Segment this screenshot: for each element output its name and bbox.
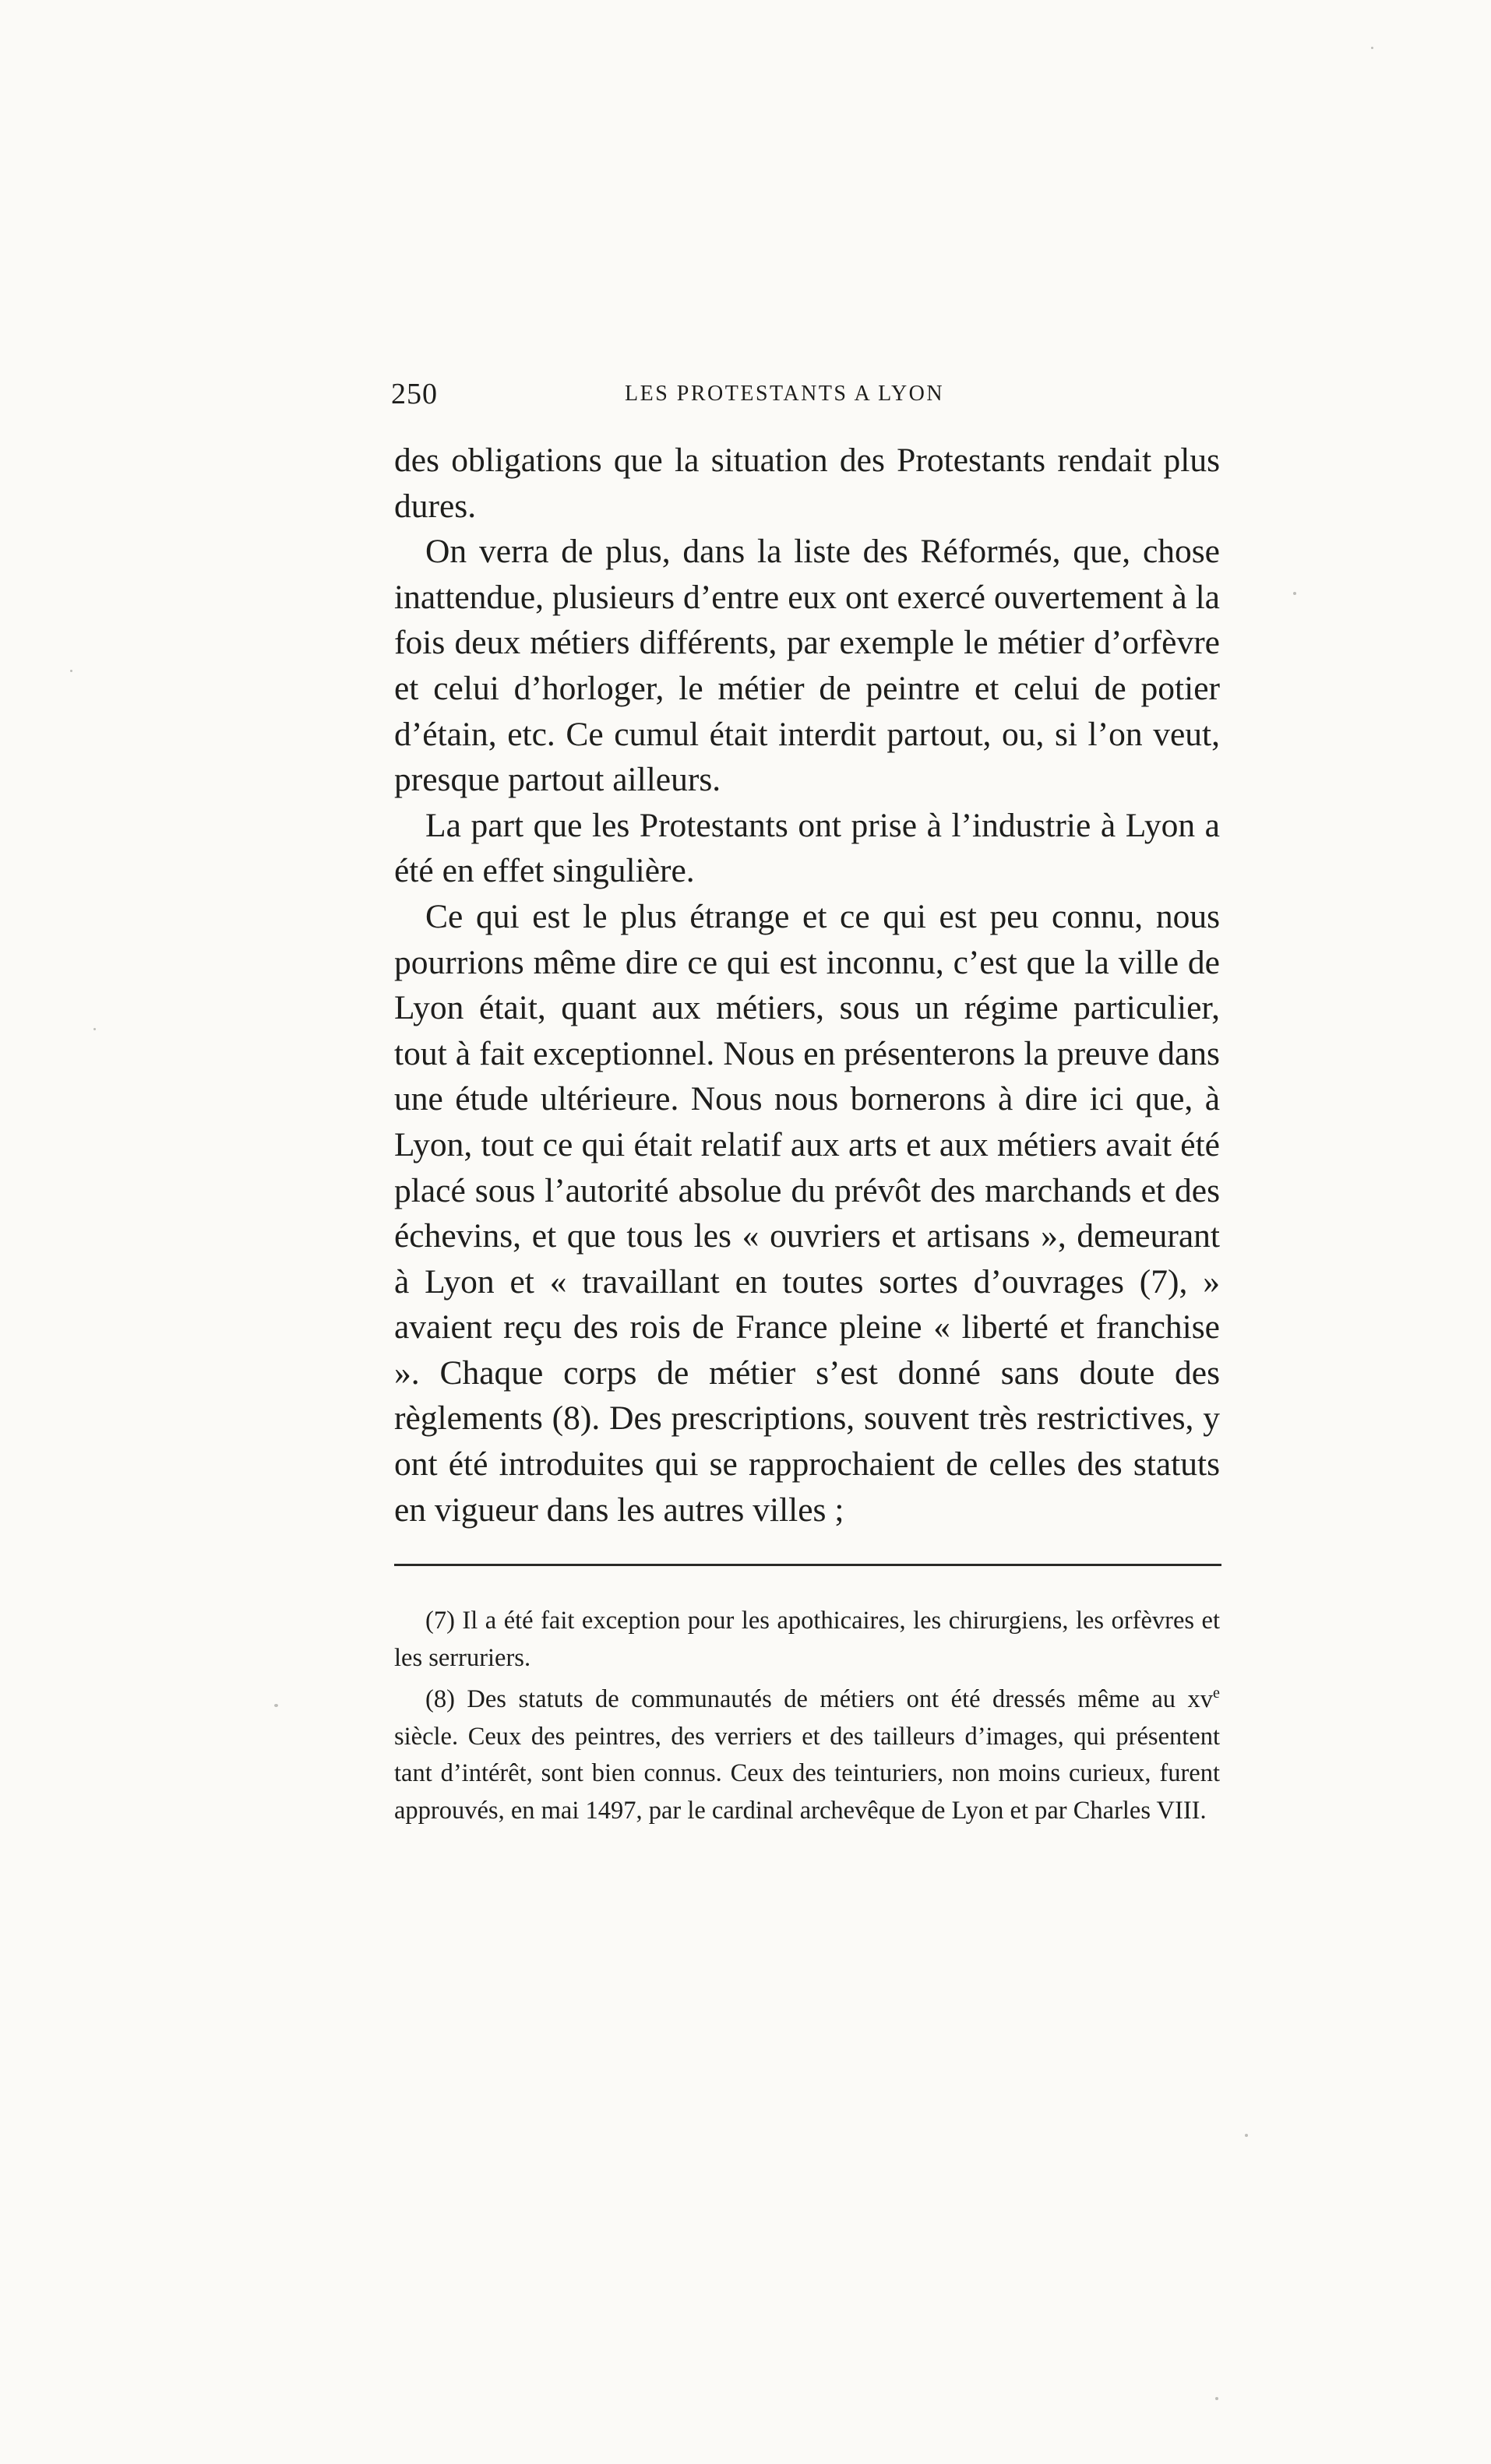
scan-speck <box>1293 592 1296 595</box>
footnote-divider <box>394 1564 1221 1566</box>
scan-speck <box>1371 47 1373 49</box>
footnote-7: (7) Il a été fait exception pour les apothicaires, les chirurgiens, les orfèvres et les serruriers. <box>394 1607 1220 1672</box>
page-header <box>391 377 1221 411</box>
paragraph-industry: La part que les Protestants ont prise à l’industrie à Lyon a été en effet singulière. <box>394 806 1220 890</box>
footnote-8-part-2: siècle. Ceux des peintres, des verriers et des tailleurs d’images, qui présentent tant d’intérêt, sont bien connus. Ceux des teinturiers, non moins curieux, furent approuvés, en mai 1497, par le cardinal archevêque de Lyon et par Charles VIII. <box>394 1722 1220 1825</box>
main-text <box>394 438 1220 1533</box>
scan-speck <box>93 1028 96 1030</box>
paragraph-continuation: des obligations que la situation des Protestants rendait plus dures. <box>394 442 1220 525</box>
running-title: LES PROTESTANTS A LYON <box>625 382 945 406</box>
footnote-8-part-1: (8) Des statuts de communautés de métiers ont été dressés même au xv <box>425 1685 1214 1713</box>
paragraph-double-trades: On verra de plus, dans la liste des Réformés, que, chose inattendue, plusieurs d’entre eux ont exercé ouvertement à la fois deux métiers différents, par exemple le métier d’orfèvre et celui d’horloger, le métier de peintre et celui de potier d’étain, etc. Ce cumul était interdit partout, ou, si l’on veut, presque partout ailleurs. <box>394 533 1220 799</box>
scan-speck <box>1245 2134 1248 2137</box>
scan-speck <box>274 1704 278 1707</box>
century-superscript: e <box>1213 1684 1220 1702</box>
scan-speck <box>70 670 72 672</box>
footnotes <box>394 1603 1220 1834</box>
page-number: 250 <box>391 378 438 410</box>
scan-speck <box>1215 2397 1218 2400</box>
paragraph-lyon-regime: Ce qui est le plus étrange et ce qui est peu connu, nous pourrions même dire ce qui est inconnu, c’est que la ville de Lyon était, quant aux métiers, sous un régime particulier, tout à fait exceptionnel. Nous en présenterons la preuve dans une étude ultérieure. Nous nous bornerons à dire ici que, à Lyon, tout ce qui était relatif aux arts et aux métiers avait été placé sous l’autorité absolue du prévôt des marchands et des échevins, et que tous les « ouvriers et artisans », demeurant à Lyon et « travaillant en toutes sortes d’ouvrages (7), » avaient reçu des rois de France pleine « liberté et franchise ». Chaque corps de métier s’est donné sans doute des règlements (8). Des prescriptions, souvent très restrictives, y ont été introduites qui se rapprochaient de celles des statuts en vigueur dans les autres villes ; <box>394 897 1220 1529</box>
footnote-8 <box>394 1681 1220 1829</box>
